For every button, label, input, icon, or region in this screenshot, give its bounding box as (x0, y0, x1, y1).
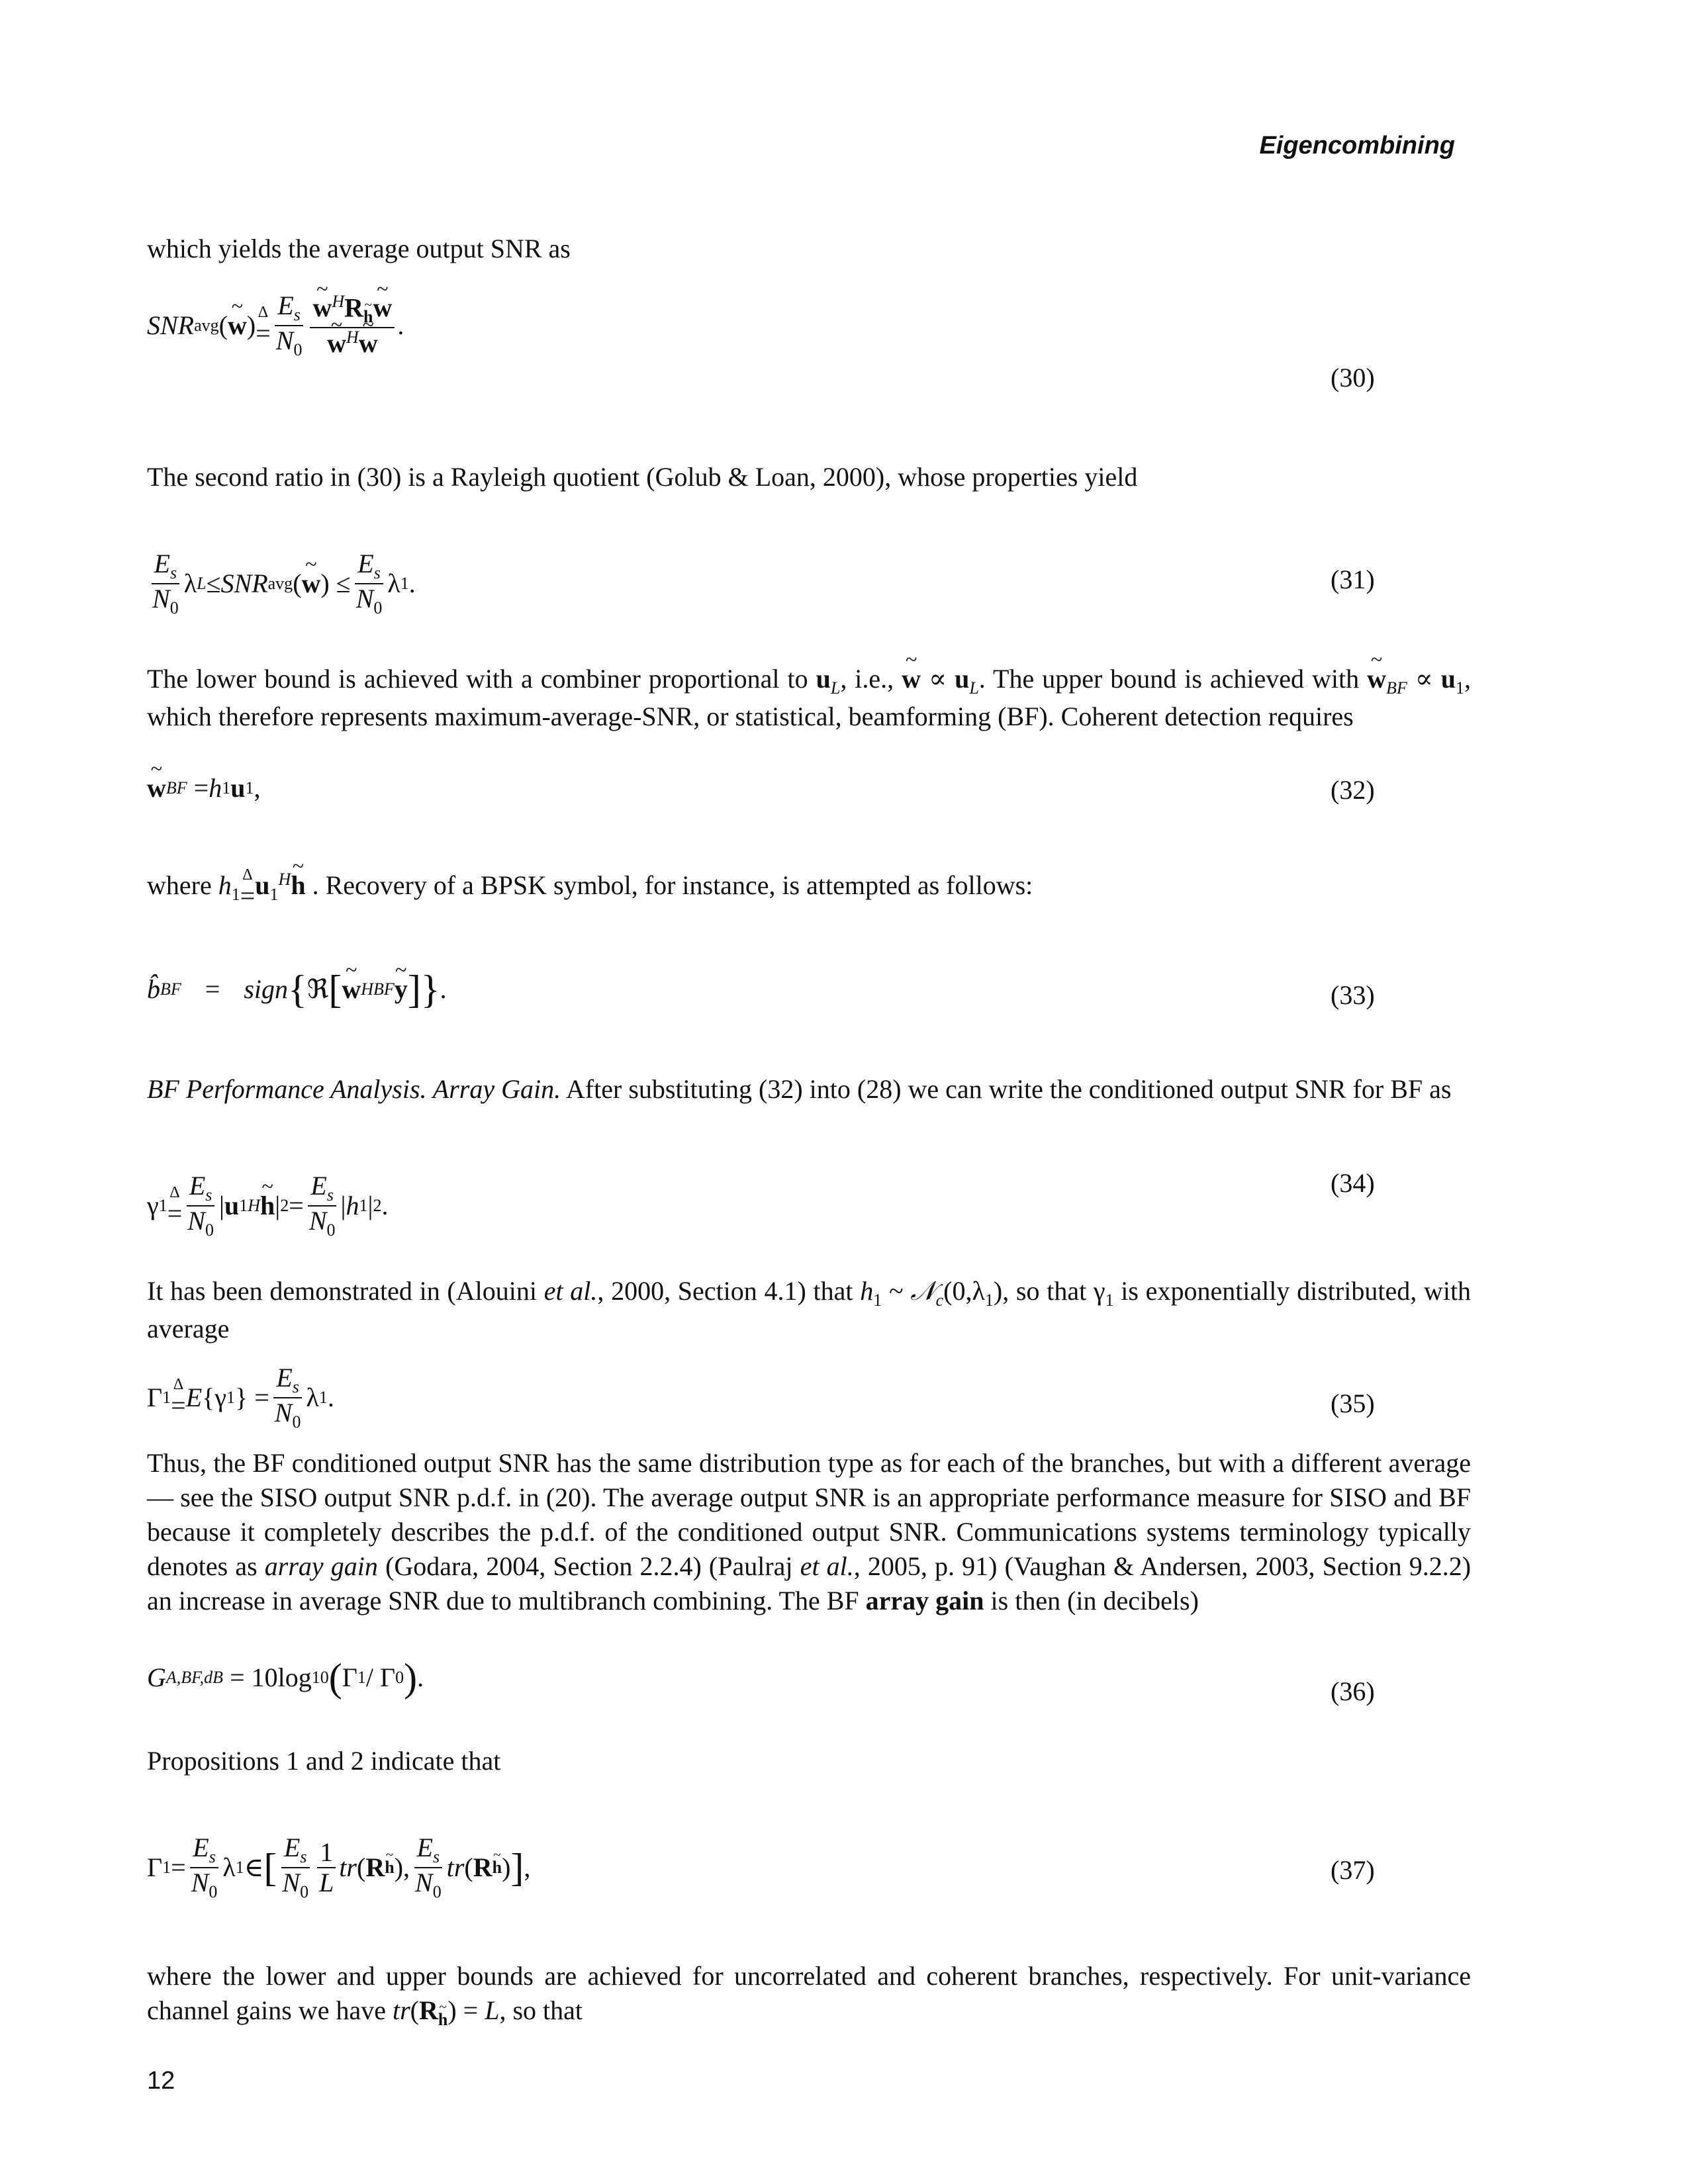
equation-32: ~ w BF = h 1 u 1 , (147, 771, 260, 805)
paragraph-7-d: is then (in decibels) (990, 1586, 1199, 1615)
equation-37: Γ 1 = $\frac{E_s}{N_0}$ λ 1 ∈ [ $\frac{E_s}{N_0}$ $\frac{1}{L}$ tr ( R ~ h ), $\frac{E_s}{N_0}$ tr ( R ~ h ) ] , (147, 1833, 530, 1901)
paragraph-7-array-gain-italic: array gain (264, 1551, 378, 1581)
equation-30: SNR avg ( ~ w ) Δ = $\frac{E_s}{N_0}$ ~ $w^HR\sim$ $_h$~ w ~ $w^H\sim$ w . (147, 291, 404, 359)
paragraph-2: The second ratio in (30) is a Rayleigh quotient (Golub & Loan, 2000), whose properties yield (147, 462, 1138, 492)
equation-36: G A,BF,dB = 10log 10 ( Γ 1 / Γ 0 ) . (147, 1656, 424, 1700)
paragraph-3-c: . The upper bound is achieved with (978, 664, 1360, 694)
equation-number-30: (30) (1331, 363, 1375, 392)
equation-35: Γ 1 Δ = E {γ 1 } = $\frac{E_s}{N_0}$ λ 1 . (147, 1363, 334, 1432)
equation-31: $\frac{E_s}{N_0}$ λ L ≤ SNR avg ( ~ w ) ≤ $\frac{E_s}{N_0}$ λ 1 . (147, 549, 416, 617)
paragraph-4-a: where (147, 870, 212, 901)
paragraph-6-etal: et al. (543, 1276, 598, 1306)
paragraph-6-b: , 2000, Section 4.1) that (597, 1276, 853, 1306)
equation-number-31: (31) (1331, 565, 1375, 594)
paragraph-9: where the lower and upper bounds are achieved for uncorrelated and coherent branches, respectively. For unit-variance channel gains we have tr(R~ $_h$) = L, so that (147, 1959, 1471, 2031)
equation-34: γ 1 Δ = $\frac{E_s}{N_0}$ | u 1 H ~ h | 2 = $\frac{E_s}{N_0}$ | h 1 | 2 . (147, 1171, 389, 1240)
paragraph-7-b: (Godara, 2004, Section 2.2.4) (Paulraj (385, 1551, 793, 1581)
paragraph-6-d: is exponentially distributed, (1121, 1276, 1417, 1306)
equation-number-32: (32) (1331, 775, 1375, 805)
running-header: Eigencombining (1259, 132, 1455, 159)
paragraph-9-a: where the lower and upper bounds are achieved for uncorrelated and coherent branches, respectively. For unit-variance channel gains we have (147, 1961, 1471, 2025)
paragraph-6-c: , so that (1002, 1276, 1087, 1306)
equation-number-36: (36) (1331, 1676, 1375, 1706)
paragraph-6-e: with average (147, 1276, 1472, 1343)
paragraph-6: It has been demonstrated in (Alouini et al., 2000, Section 4.1) that $h_1$ ~ $𝒩_c(0,\lambda_1)$, so that $\gamma_1$ is exponentially distributed, with average (147, 1276, 1472, 1343)
paragraph-5-body: After substituting (32) into (28) we can write the conditioned output SNR for BF as (565, 1074, 1452, 1104)
paragraph-3-b: , i.e., (840, 664, 894, 694)
paragraph-3: The lower bound is achieved with a combiner proportional to $u_L$, i.e., ~ $w \propto u_L$. The upper bound is achieved with ~ $w_{BF} \propto u_1$, which therefore represents maximum-average-SNR, or statistical, beamforming (BF). Coherent detection requires (147, 662, 1471, 734)
equation-number-33: (33) (1331, 980, 1375, 1010)
paragraph-3-d: which therefore represents maximum-average-SNR, or statistical, beamforming (BF). Coherent detection requires (147, 701, 1354, 731)
paragraph-4-b: . Recovery of a BPSK symbol, for instance, is attempted as follows: (312, 870, 1033, 901)
paragraph-4: where $h_1$ Δ = $u_1^H\sim$ h . Recovery of a BPSK symbol, for instance, is attempted as follows: (147, 867, 1471, 909)
paragraph-5-title: BF Performance Analysis. Array Gain. (147, 1074, 561, 1104)
equation-number-34: (34) (1331, 1168, 1375, 1198)
paragraph-7-array-gain-bold: array gain (865, 1586, 984, 1615)
paragraph-1: which yields the average output SNR as (147, 234, 571, 263)
paragraph-7-c: , 2005, p. 91) (Vaughan & Andersen, 2003, Section 9.2.2) an increase in average SNR due to multibranch combining. The BF (147, 1551, 1472, 1615)
page-number: 12 (147, 2067, 175, 2095)
paragraph-5 (147, 1072, 1471, 1107)
paragraph-8: Propositions 1 and 2 indicate that (147, 1746, 501, 1776)
equation-number-35: (35) (1331, 1388, 1375, 1418)
paragraph-7-a: Thus, the BF conditioned output SNR has the same distribution type as for each of the branches, but with a different average — see the SISO output SNR p.d.f. in (20). The average output SNR is an appropriate performance measure for SISO and BF because it completely describes the p.d.f. of the conditioned output SNR. Communications systems terminology typically denotes as (147, 1448, 1471, 1581)
equation-33: b̂ BF = sign { ℜ [ ~ w H BF ~ y ] } . (147, 970, 447, 1009)
paragraph-6-a: It has been demonstrated in (Alouini (147, 1276, 537, 1306)
paragraph-3-a: The lower bound is achieved with a combiner proportional to (147, 664, 808, 694)
equation-number-37: (37) (1331, 1855, 1375, 1885)
paragraph-7 (147, 1446, 1471, 1618)
paragraph-7-etal: et al. (800, 1551, 854, 1581)
paragraph-9-b: , so that (499, 1995, 583, 2025)
